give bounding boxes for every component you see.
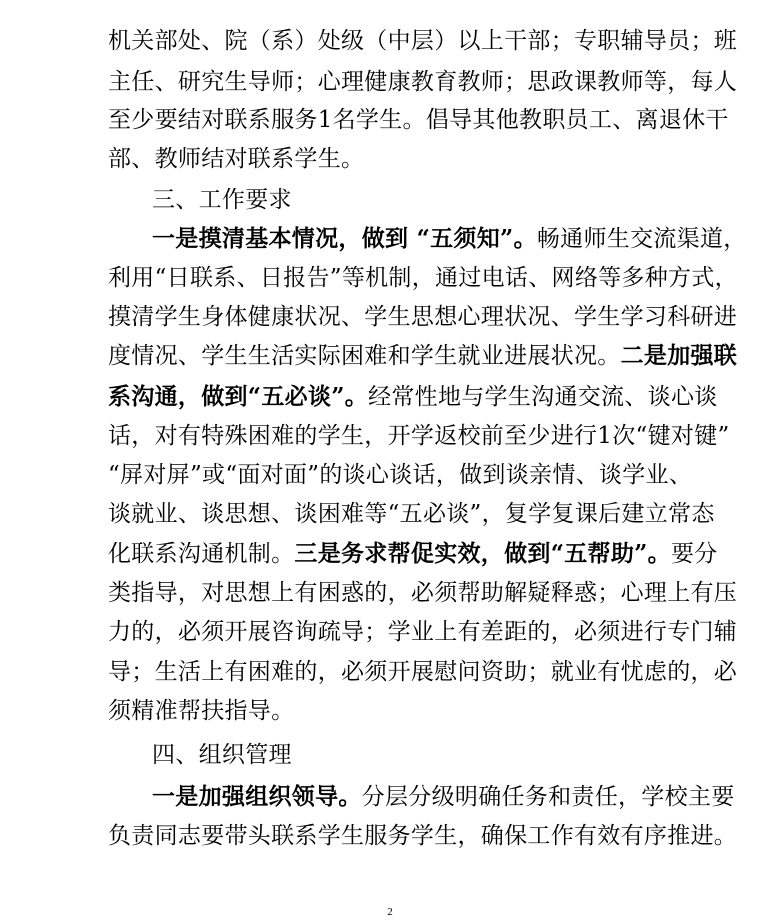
paragraph-line-3: 至少要结对联系服务1名学生。倡导其他教职员工、离退休干 [108, 107, 729, 133]
text-run-status: 度情况、学生生活实际困难和学生就业进展状况。 [108, 343, 621, 369]
paragraph-line-17: 须精准帮扶指导。 [108, 698, 295, 724]
page-number: 2 [387, 906, 393, 918]
text-run-organization-first-point: 分层分级明确任务和责任，学校主要 [361, 784, 735, 810]
paragraph-line-6: 利用“日联系、日报告”等机制，通过电话、网络等多种方式， [108, 265, 738, 291]
paragraph-line-13 [108, 535, 718, 573]
section-heading-work-requirements: 三、工作要求 [152, 187, 292, 213]
text-run-third-point: 要分 [670, 541, 718, 567]
paragraph-line-15: 力的，必须开展咨询疏导；学业上有差距的，必须进行专门辅 [108, 619, 738, 645]
paragraph-line-14: 类指导，对思想上有困惑的，必须帮助解疑释惑；心理上有压 [108, 580, 738, 606]
text-run-first-point: 畅通师生交流渠道， [536, 226, 747, 252]
paragraph-line-1: 机关部处、院（系）处级（中层）以上干部；专职辅导员；班 [108, 28, 738, 54]
text-run-second-point: 经常性地与学生沟通交流、谈心谈 [368, 384, 718, 410]
bold-lead-second-point-end: 系沟通，做到“五必谈”。 [108, 383, 369, 410]
bold-lead-second-point-start: 二是加强联 [620, 342, 738, 369]
section-heading-organization-management: 四、组织管理 [152, 742, 292, 768]
paragraph-line-16: 导；生活上有困难的，必须开展慰问资助；就业有忧虑的，必 [108, 659, 738, 685]
paragraph-line-9 [108, 378, 718, 416]
paragraph-line-7: 摸清学生身体健康状况、学生思想心理状况、学生学习科研进 [108, 304, 738, 330]
paragraph-line-12: 谈就业、谈思想、谈困难等“五必谈”，复学复课后建立常态 [108, 501, 715, 527]
bold-lead-third-point: 三是务求帮促实效，做到“五帮助”。 [294, 540, 671, 567]
paragraph-line-11: “屏对屏”或“面对面”的谈心谈话，做到谈亲情、谈学业、 [108, 462, 693, 488]
paragraph-line-final: 负责同志要带头联系学生服务学生，确保工作有效有序推进。 [108, 823, 738, 849]
paragraph-line-first-point [152, 220, 747, 258]
paragraph-line-10: 话，对有特殊困难的学生，开学返校前至少进行1次“键对键” [108, 423, 730, 449]
bold-lead-first-point: 一是摸清基本情况，做到 “五须知”。 [152, 225, 537, 252]
text-run-mechanism: 化联系沟通机制。 [108, 541, 295, 567]
paragraph-line-4: 部、教师结对联系学生。 [108, 146, 365, 172]
paragraph-line-2: 主任、研究生导师；心理健康教育教师；思政课教师等，每人 [108, 69, 738, 95]
bold-lead-organization-first-point: 一是加强组织领导。 [152, 783, 362, 810]
paragraph-line-organization-first-point [152, 778, 735, 816]
paragraph-line-8 [108, 337, 738, 375]
